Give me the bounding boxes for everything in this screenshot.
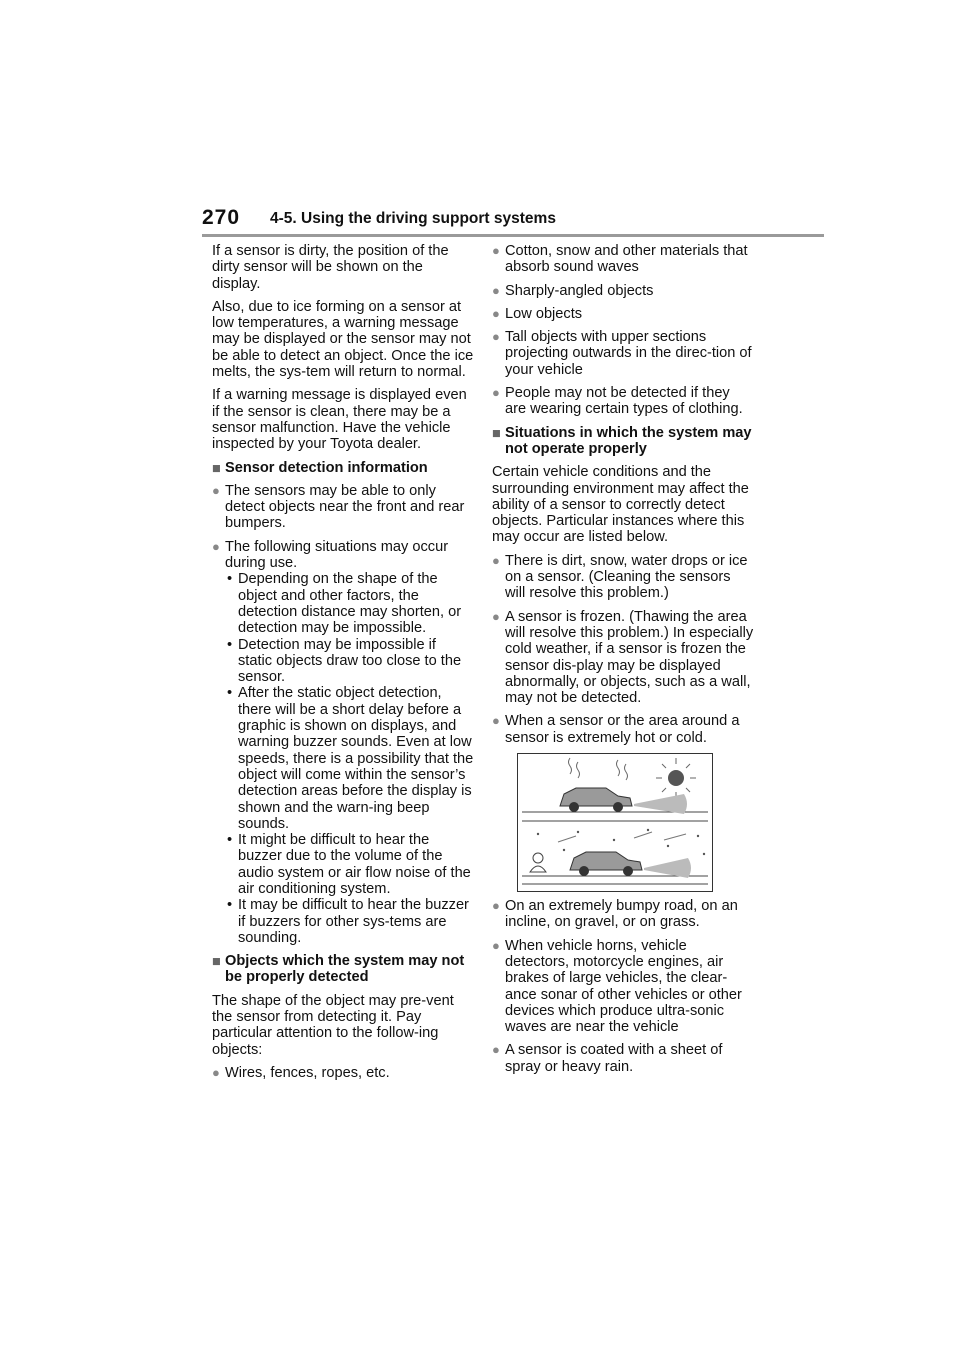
page-header bbox=[202, 206, 824, 236]
bullet-item: ● A sensor is frozen. (Thawing the area will resolve this problem.) In especially cold weather, if a sensor is frozen the sensor dis-play may be displayed abnormally, or objects, such as a wall, may not be detected. bbox=[492, 608, 754, 707]
intro-paragraph: If a warning message is displayed even if the sensor is clean, there may be a sensor malfunction. Have the vehicle inspected by your Toyota dealer. bbox=[212, 387, 467, 453]
heading-square-icon: ■ bbox=[492, 425, 501, 442]
header-rule bbox=[202, 234, 824, 237]
heading-square-icon: ■ bbox=[212, 460, 221, 477]
heading-objects-not-detected: ■ Objects which the system may not be properly detected bbox=[212, 953, 465, 986]
page-number: 270 bbox=[202, 206, 241, 229]
bullet-item: ● Low objects bbox=[492, 305, 583, 322]
bullet-dot-icon: ● bbox=[492, 385, 500, 401]
bullet-item: ● There is dirt, snow, water drops or ice on a sensor. (Cleaning the sensors will resolve this problem.) bbox=[492, 552, 748, 602]
bullet-dot-icon: ● bbox=[492, 937, 500, 953]
bullet-dot-icon: ● bbox=[492, 329, 500, 345]
bullet-item: ● A sensor is coated with a sheet of spray or heavy rain. bbox=[492, 1042, 723, 1075]
person-cold-icon bbox=[530, 853, 546, 872]
bullet-dot-icon: ● bbox=[492, 898, 500, 914]
hot-cold-sensor-illustration bbox=[517, 753, 713, 892]
bullet-item: ● The following situations may occur during use. • Depending on the shape of the object and other factors, the detection distance may shorten, or detection may be impossible. • Detection may be impossible if static objects draw too close to the sensor. • After the static object detection, there will be a short delay before a graphic is shown on displays, and warning buzzer sounds. Even at low speeds, there is a possibility that the object will come within the sensor’s detection areas before the display is shown and the warn-ing beep sounds. • It might be difficult to hear the buzzer due to the volume of the audio system or air flow noise of the air conditioning system. • It may be difficult to hear the buzzer if buzzers for other sys-tems are sounding. bbox=[212, 538, 474, 946]
bullet-dot-icon: ● bbox=[492, 282, 500, 298]
bullet-dot-icon: ● bbox=[492, 305, 500, 321]
intro-paragraph: If a sensor is dirty, the position of the dirty sensor will be shown on the display. bbox=[212, 243, 449, 292]
sub-item: • It might be difficult to hear the buzzer due to the volume of the audio system or air flow noise of the air conditioning system. bbox=[227, 832, 471, 897]
bullet-item: ● The sensors may be able to only detect objects near the front and rear bumpers. bbox=[212, 482, 465, 532]
heading-situations: ■ Situations in which the system may not operate properly bbox=[492, 424, 752, 457]
body-paragraph: The shape of the object may pre-vent the sensor from detecting it. Pay particular attention to the follow-ing objects: bbox=[212, 992, 454, 1058]
section-title: 4-5. Using the driving support systems bbox=[270, 210, 556, 227]
sun-icon bbox=[668, 770, 684, 786]
bullet-item: ● When vehicle horns, vehicle detectors, motorcycle engines, air brakes of large vehicles, the clear-ance sonar of other vehicles or other devices which produce ultra-sonic waves are near the vehicle bbox=[492, 937, 742, 1036]
bullet-dot-icon: ● bbox=[492, 608, 500, 624]
intro-paragraph: Also, due to ice forming on a sensor at low temperatures, a warning message may be displayed or the sensor may not be able to detect an object. Once the ice melts, the sys-tem will return to normal. bbox=[212, 298, 474, 381]
bullet-dot-icon: ● bbox=[492, 552, 500, 568]
bullet-dot-icon: ● bbox=[212, 482, 220, 498]
bullet-dot-icon: ● bbox=[212, 1064, 220, 1080]
bullet-dot-icon: ● bbox=[492, 1042, 500, 1058]
bullet-item: ● When a sensor or the area around a sensor is extremely hot or cold. bbox=[492, 713, 740, 746]
bullet-item: ● On an extremely bumpy road, on an incline, on gravel, or on grass. bbox=[492, 898, 738, 931]
bullet-item: ● Cotton, snow and other materials that absorb sound waves bbox=[492, 243, 748, 276]
bullet-dot-icon: ● bbox=[212, 538, 220, 554]
body-paragraph: Certain vehicle conditions and the surrounding environment may affect the ability of a sensor to correctly detect objects. Particular instances where this may occur are listed below. bbox=[492, 464, 749, 546]
car-hot-icon bbox=[560, 788, 632, 812]
sub-item: • After the static object detection, there will be a short delay before a graphic is shown on displays, and warning buzzer sounds. Even at low speeds, there is a possibility that the object will come within the sensor’s detection areas before the display is shown and the warn-ing beep sounds. bbox=[227, 685, 474, 832]
bullet-item: ● Tall objects with upper sections projecting outwards in the direc-tion of your vehicle bbox=[492, 329, 752, 378]
bullet-dot-icon: ● bbox=[492, 713, 500, 729]
sub-item: • Detection may be impossible if static objects draw too close to the sensor. bbox=[227, 636, 462, 686]
right-column bbox=[492, 243, 754, 1082]
bullet-item: ● Wires, fences, ropes, etc. bbox=[212, 1064, 390, 1081]
heading-square-icon: ■ bbox=[212, 954, 221, 971]
bullet-item: ● Sharply-angled objects bbox=[492, 282, 654, 299]
sub-item: • Depending on the shape of the object and other factors, the detection distance may shorten, or detection may be impossible. bbox=[227, 571, 462, 637]
illustration-svg bbox=[518, 754, 712, 891]
bullet-dot-icon: ● bbox=[492, 243, 500, 258]
bullet-item: ● People may not be detected if they are wearing certain types of clothing. bbox=[492, 385, 743, 418]
sub-item: • It may be difficult to hear the buzzer if buzzers for other sys-tems are sounding. bbox=[227, 897, 469, 946]
left-column bbox=[212, 243, 474, 1088]
car-cold-icon bbox=[570, 852, 642, 876]
heading-sensor-detection: ■ Sensor detection information bbox=[212, 459, 428, 477]
